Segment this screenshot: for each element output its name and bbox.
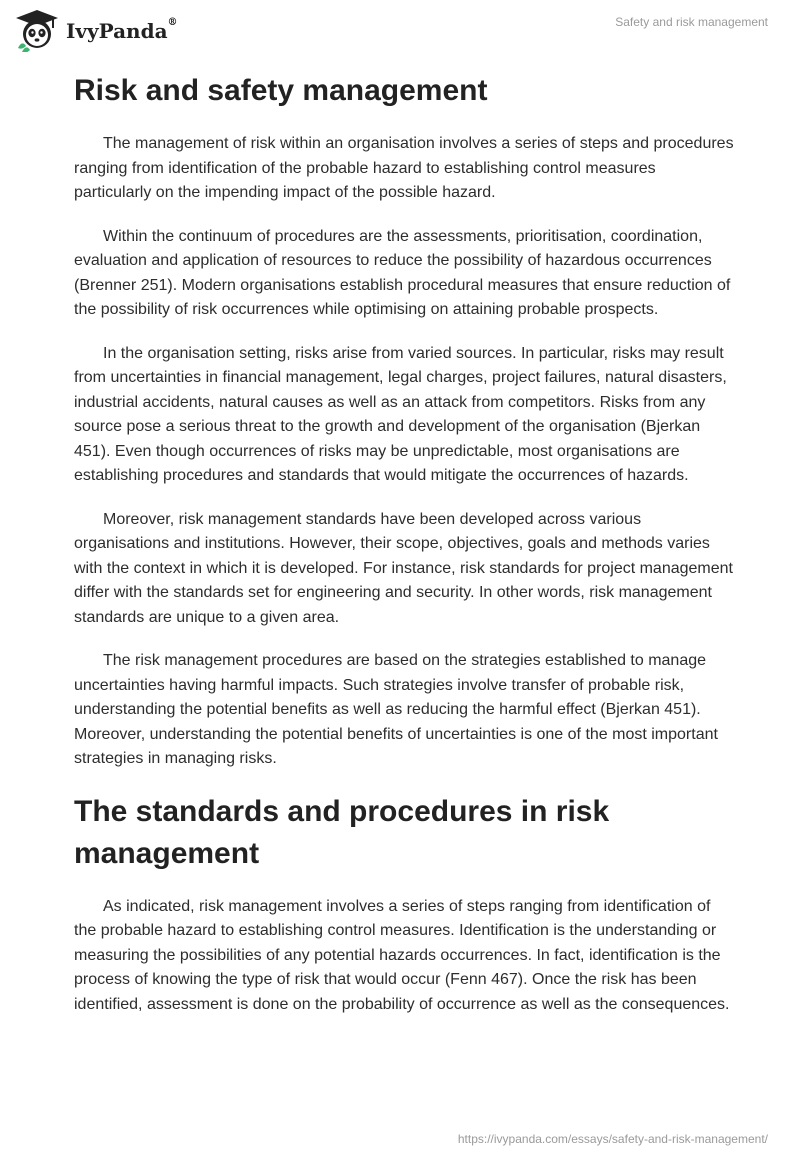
- source-url[interactable]: https://ivypanda.com/essays/safety-and-risk-management/: [457, 1132, 768, 1146]
- paragraph: As indicated, risk management involves a series of steps ranging from identification of the probable hazard to establishing control measures. Identification is the understanding or measuring the possibilities of any potential hazards occurrences. In fact, identification is the process of knowing the type of risk that would occur (Fenn 467). Once the risk has been identified, assessment is done on the probability of occurrence as well as the consequences.: [74, 897, 730, 1013]
- article: [74, 70, 734, 1036]
- document-label: Safety and risk management: [615, 15, 768, 29]
- page-header: [0, 0, 800, 60]
- paragraph: Within the continuum of procedures are the assessments, prioritisation, coordination, evaluation and application of resources to reduce the possibility of hazardous occurrences (Brenner 251). Modern organisations establish procedural measures that ensure reduction of the possibility of risk occurrences while optimising on attaining probable prospects.: [74, 227, 731, 318]
- section-heading: The standards and procedures in risk management: [74, 794, 610, 870]
- brand-name: IvyPanda®: [66, 17, 178, 43]
- logo[interactable]: [14, 8, 178, 52]
- paragraph: Moreover, risk management standards have been developed across various organisations and institutions. However, their scope, objectives, goals and methods varies with the context in which it is developed. For instance, risk standards for project management differ with the standards set for engineering and security. In other words, risk management standards are unique to a given area.: [74, 510, 733, 626]
- paragraph: The risk management procedures are based on the strategies established to manage uncertainties having harmful impacts. Such strategies involve transfer of probable risk, understanding the potential benefits as well as reducing the harmful effect (Bjerkan 451). Moreover, understanding the potential benefits of uncertainties is one of the most important strategies in managing risks.: [74, 652, 718, 767]
- article-title: Risk and safety management: [74, 74, 488, 107]
- paragraph: In the organisation setting, risks arise from varied sources. In particular, risks may result from uncertainties in financial management, legal charges, project failures, natural disasters, industrial accidents, natural causes as well as an attack from competitors. Risks from any source pose a serious threat to the growth and development of the organisation (Bjerkan 451). Even though occurrences of risks may be unpredictable, most organisations are establishing procedures and standards that would mitigate the occurrences of hazards.: [74, 344, 727, 484]
- paragraph: The management of risk within an organisation involves a series of steps and procedures ranging from identification of the probable hazard to establishing control measures particularly on the impending impact of the possible hazard.: [74, 135, 734, 201]
- panda-logo-icon: [14, 8, 60, 52]
